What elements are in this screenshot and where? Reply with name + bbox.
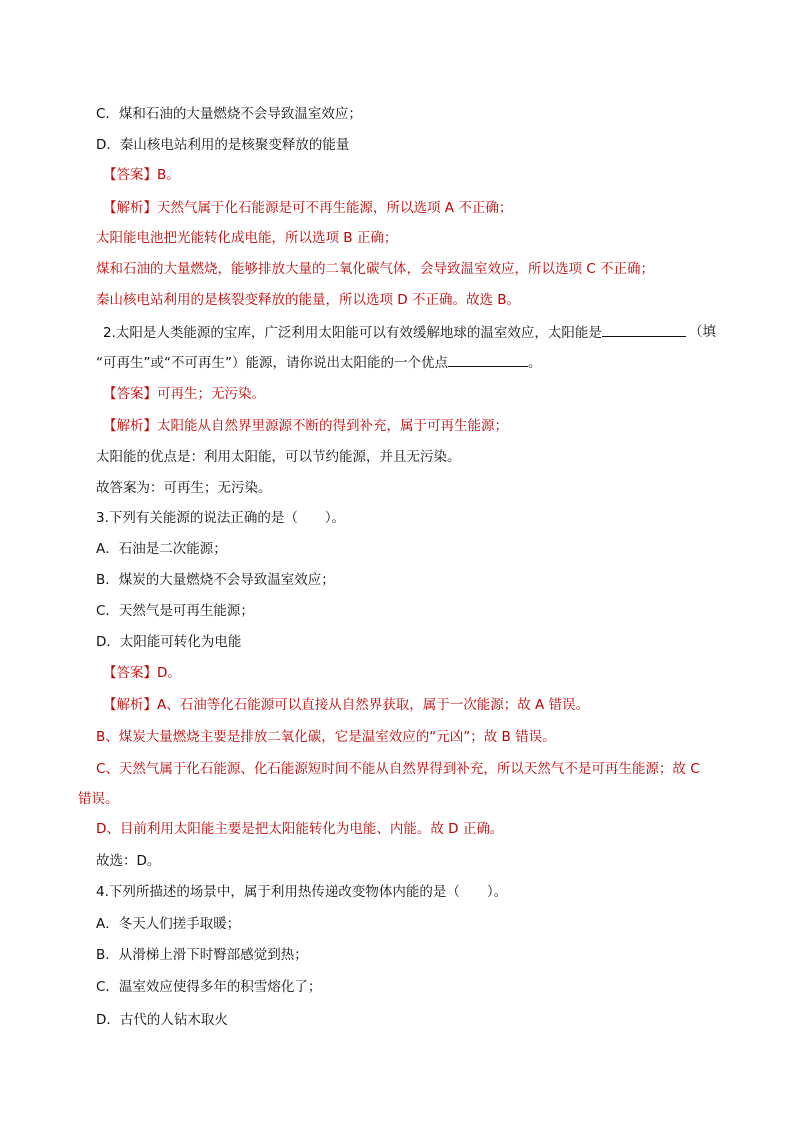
q1-answer bbox=[103, 165, 180, 185]
q3-option-b: B．煤炭的大量燃烧不会导致温室效应； bbox=[96, 572, 335, 588]
q4-option-b: B．从滑梯上滑下时臀部感觉到热； bbox=[96, 947, 308, 963]
answer-value: 可再生；无污染。 bbox=[157, 386, 265, 402]
analysis-text: 天然气属于化石能源是可不再生能源，所以选项 A 不正确； bbox=[157, 200, 513, 216]
q2-stem-tail: （填 bbox=[689, 324, 716, 340]
answer-blank-1[interactable] bbox=[602, 322, 686, 337]
q1-option-c: C．煤和石油的大量燃烧不会导致温室效应； bbox=[96, 106, 362, 122]
q1-analysis-3: 煤和石油的大量燃烧，能够排放大量的二氧化碳气体，会导致温室效应，所以选项 C 不正确； bbox=[96, 261, 655, 277]
analysis-text: 太阳能从自然界里源源不断的得到补充，属于可再生能源； bbox=[157, 418, 508, 434]
analysis-tag: 【解析】 bbox=[103, 418, 157, 434]
q3-option-d: D．太阳能可转化为电能 bbox=[96, 634, 242, 650]
q2-analysis-1 bbox=[103, 416, 508, 436]
answer-tag: 【答案】 bbox=[103, 665, 157, 681]
q2-analysis-3: 故答案为：可再生；无污染。 bbox=[96, 480, 272, 496]
q1-option-d: D．秦山核电站利用的是核聚变释放的能量 bbox=[96, 137, 350, 153]
q1-analysis-2: 太阳能电池把光能转化成电能，所以选项 B 正确； bbox=[96, 230, 398, 246]
q3-analysis-1 bbox=[103, 695, 589, 715]
answer-value: D。 bbox=[157, 665, 181, 681]
q2-stem-end: 。 bbox=[527, 355, 542, 371]
q3-analysis-5: 故选：D。 bbox=[96, 853, 161, 869]
analysis-tag: 【解析】 bbox=[103, 697, 157, 713]
analysis-tag: 【解析】 bbox=[103, 200, 157, 216]
analysis-text: A、石油等化石能源可以直接从自然界获取，属于一次能源；故 A 错误。 bbox=[157, 697, 590, 713]
answer-blank-2[interactable] bbox=[448, 352, 528, 367]
q3-option-a: A．石油是二次能源； bbox=[96, 541, 227, 557]
q4-stem: 4.下列所描述的场景中，属于利用热传递改变物体内能的是（ ）。 bbox=[96, 884, 508, 900]
q3-stem: 3.下列有关能源的说法正确的是（ ）。 bbox=[96, 510, 346, 526]
q4-option-c: C．温室效应使得多年的积雪熔化了； bbox=[96, 979, 322, 995]
q2-stem-text: 2.太阳是人类能源的宝库，广泛利用太阳能可以有效缓解地球的温室效应，太阳能是 bbox=[103, 325, 602, 341]
q3-option-c: C．天然气是可再生能源； bbox=[96, 603, 254, 619]
q3-analysis-3a: C、天然气属于化石能源、化石能源短时间不能从自然界得到补充，所以天然气不是可再生能源；故 C bbox=[96, 761, 700, 777]
q4-option-d: D．古代的人钻木取火 bbox=[96, 1012, 228, 1028]
q2-stem-text-2: “可再生”或“不可再生”）能源，请你说出太阳能的一个优点 bbox=[96, 355, 448, 371]
q4-option-a: A．冬天人们搓手取暖； bbox=[96, 916, 241, 932]
q2-analysis-2: 太阳能的优点是：利用太阳能，可以节约能源，并且无污染。 bbox=[96, 449, 461, 465]
answer-value: B。 bbox=[157, 167, 180, 183]
q2-answer bbox=[103, 384, 265, 404]
q3-analysis-2: B、煤炭大量燃烧主要是排放二氧化碳，它是温室效应的“元凶”；故 B 错误。 bbox=[96, 729, 556, 745]
q2-stem-line1 bbox=[103, 322, 686, 342]
q3-analysis-4: D、目前利用太阳能主要是把太阳能转化为电能、内能。故 D 正确。 bbox=[96, 821, 504, 837]
q1-analysis-1 bbox=[103, 198, 512, 218]
q3-answer bbox=[103, 663, 181, 683]
q1-analysis-4: 秦山核电站利用的是核裂变释放的能量，所以选项 D 不正确。故选 B。 bbox=[96, 292, 521, 308]
answer-tag: 【答案】 bbox=[103, 386, 157, 402]
answer-tag: 【答案】 bbox=[103, 167, 157, 183]
q2-stem-line2 bbox=[96, 352, 541, 372]
q3-analysis-3b: 错误。 bbox=[78, 791, 119, 807]
